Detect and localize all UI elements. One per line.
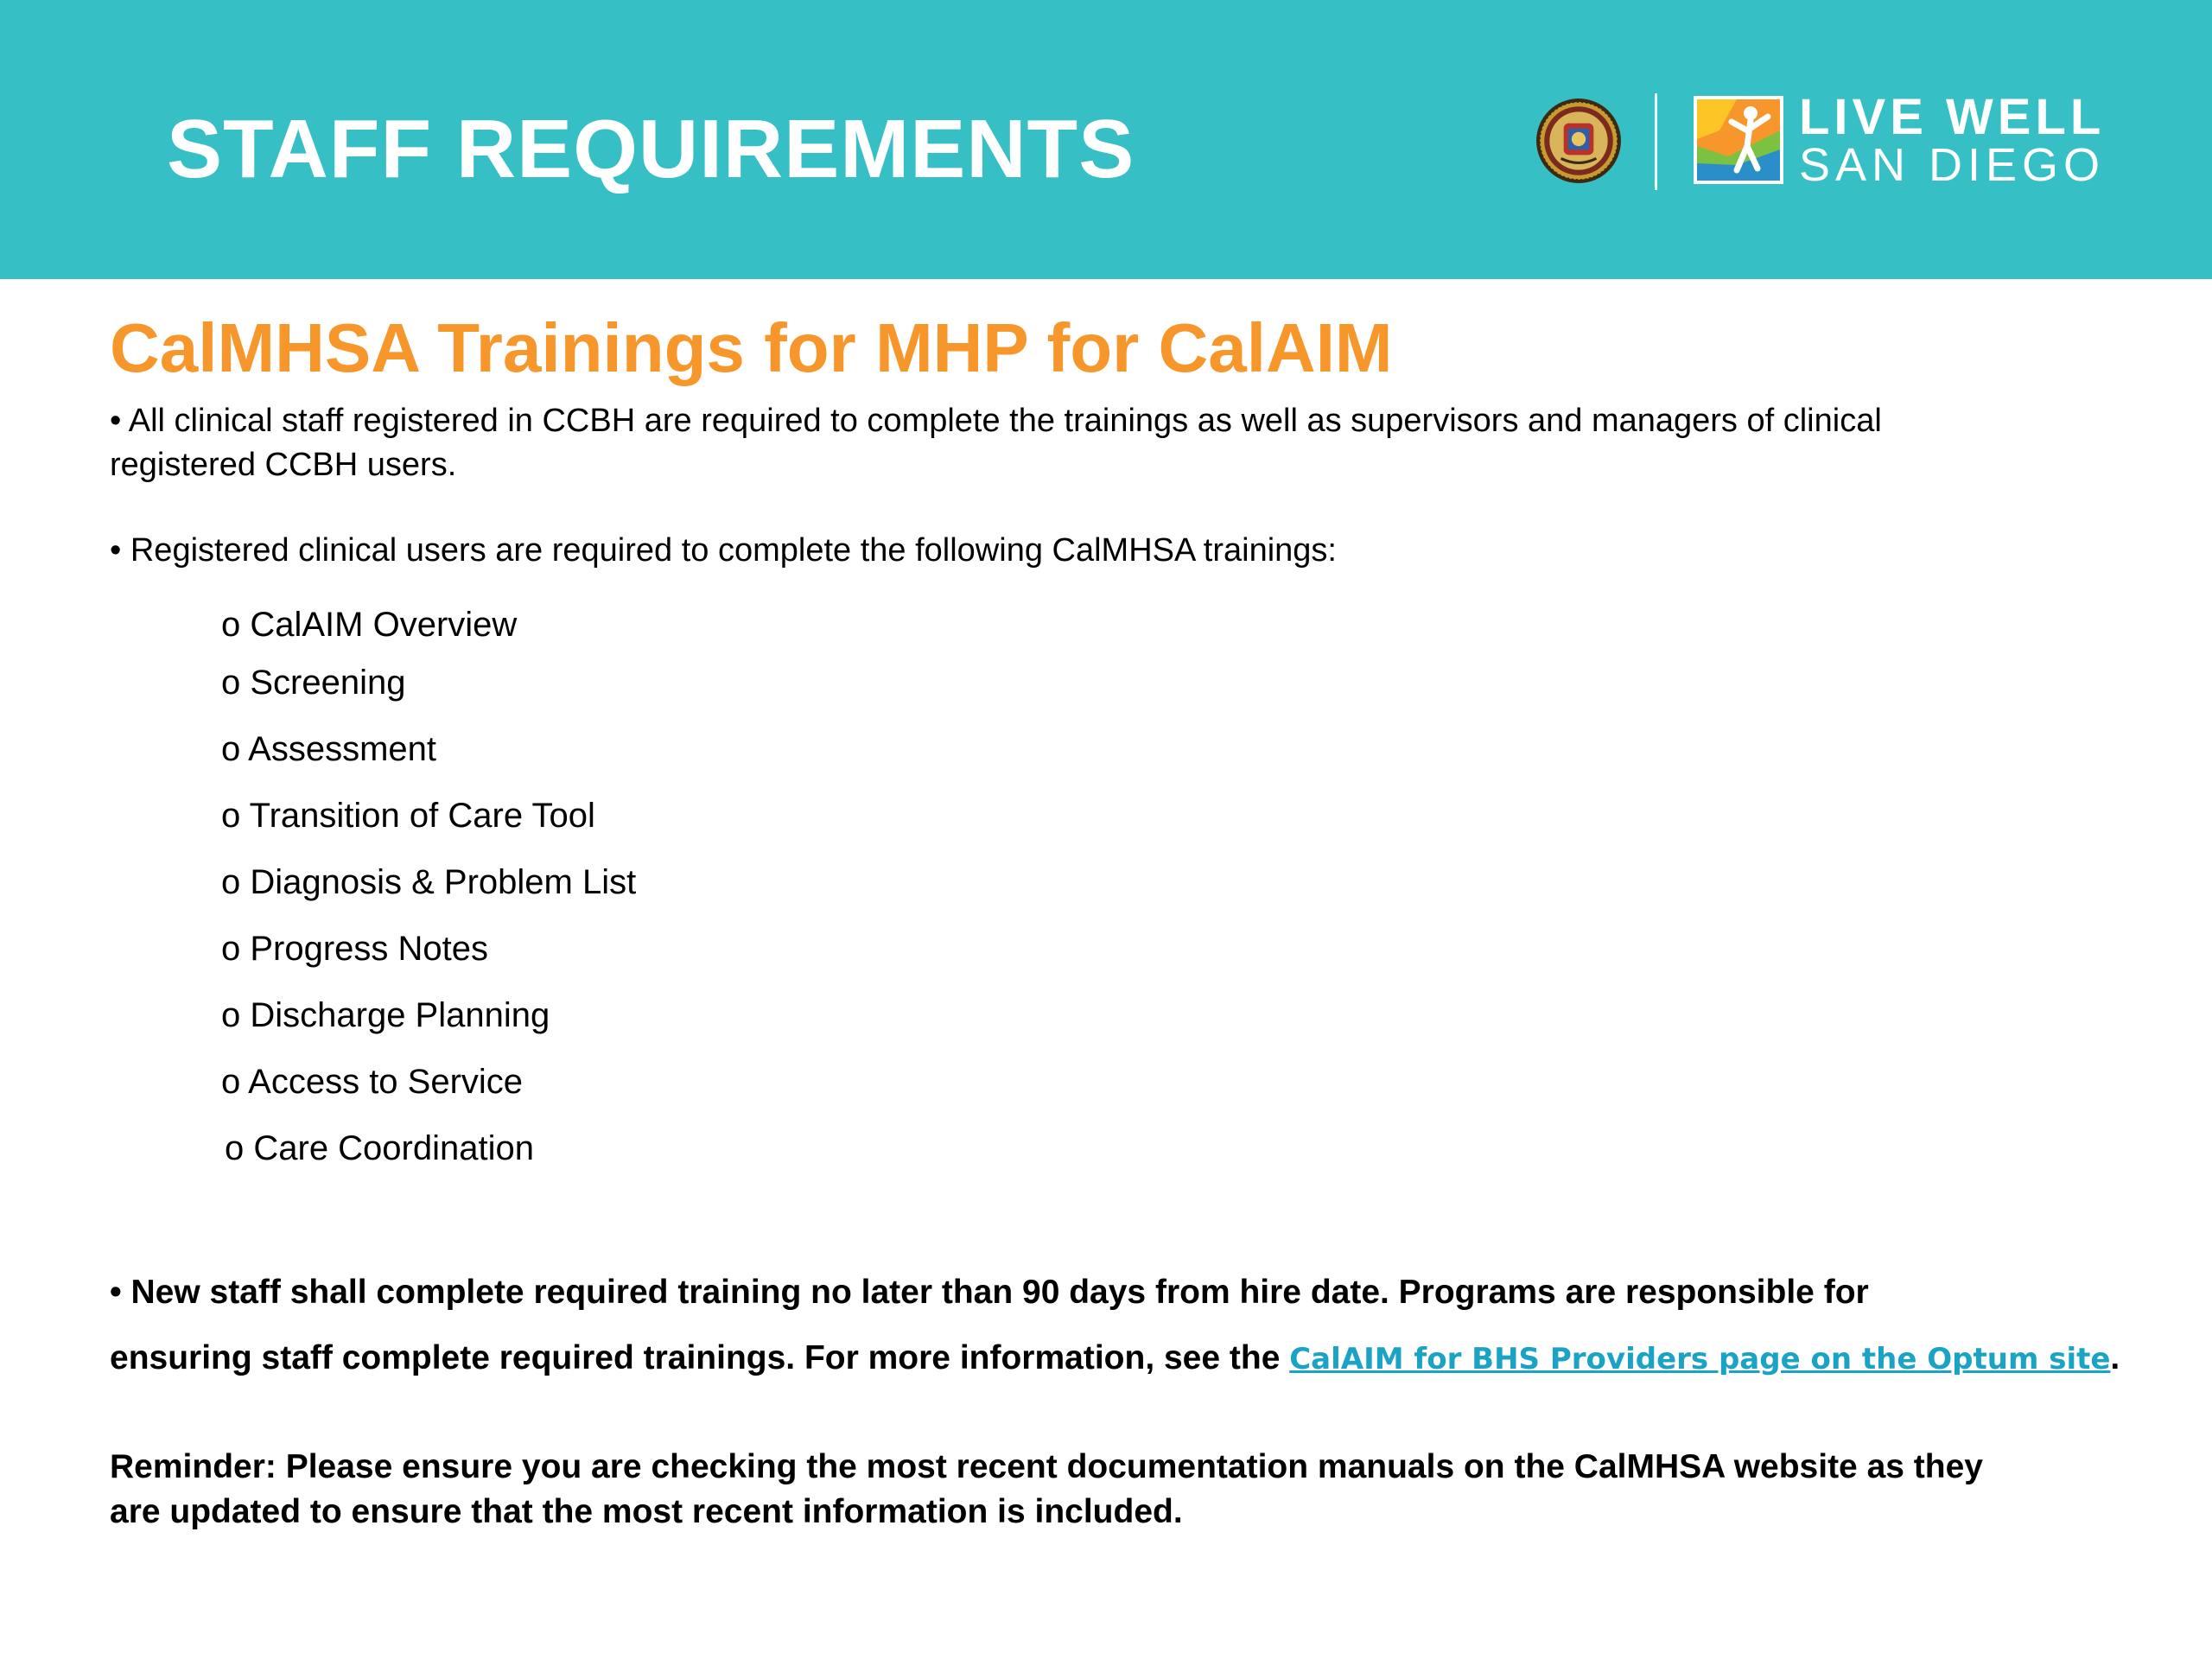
new-staff-paragraph [110, 1260, 2120, 1392]
paragraph-line: • New staff shall complete required training no later than 90 days from hire date. Programs are responsible for [110, 1274, 1869, 1311]
clinical-staff-paragraph [110, 399, 2123, 487]
logo-line-live-well: LIVE WELL [1799, 89, 2106, 145]
training-item: o Discharge Planning [221, 996, 550, 1034]
paragraph-line: are updated to ensure that the most recent information is included. [110, 1493, 1183, 1530]
training-item: o Progress Notes [221, 930, 489, 968]
training-item: o Assessment [221, 730, 437, 768]
paragraph-line: • All clinical staff registered in CCBH are required to complete the trainings as well as supervisors and managers of clinical [110, 403, 1882, 439]
live-well-logo-text [1799, 89, 2106, 191]
training-item: o Care Coordination [225, 1129, 534, 1167]
header-banner [0, 0, 2212, 279]
registered-users-paragraph: • Registered clinical users are required to complete the following CalMHSA trainings: [110, 532, 1337, 569]
section-heading: CalMHSA Trainings for MHP for CalAIM [110, 309, 1393, 386]
paragraph-line: Reminder: Please ensure you are checking the most recent documentation manuals on the CalMHSA website as they [110, 1448, 1983, 1485]
training-item: o Screening [221, 664, 406, 702]
logo-line-san-diego: SAN DIEGO [1799, 139, 2106, 191]
training-item: o CalAIM Overview [221, 606, 518, 644]
training-item: o Diagnosis & Problem List [221, 863, 637, 901]
logo-divider [1655, 93, 1657, 190]
sentence-period: . [2110, 1339, 2120, 1376]
reminder-paragraph [110, 1445, 1983, 1535]
paragraph-line: registered CCBH users. [110, 447, 457, 483]
live-well-logo-icon [1694, 96, 1783, 184]
training-item: o Access to Service [221, 1063, 524, 1101]
training-item: o Transition of Care Tool [221, 797, 595, 835]
optum-site-link[interactable]: CalAIM for BHS Providers page on the Optum site [1289, 1342, 2111, 1376]
paragraph-line: ensuring staff complete required trainings. For more information, see the [110, 1339, 1290, 1376]
county-seal-icon [1535, 97, 1623, 185]
page-title: STAFF REQUIREMENTS [167, 103, 1135, 195]
